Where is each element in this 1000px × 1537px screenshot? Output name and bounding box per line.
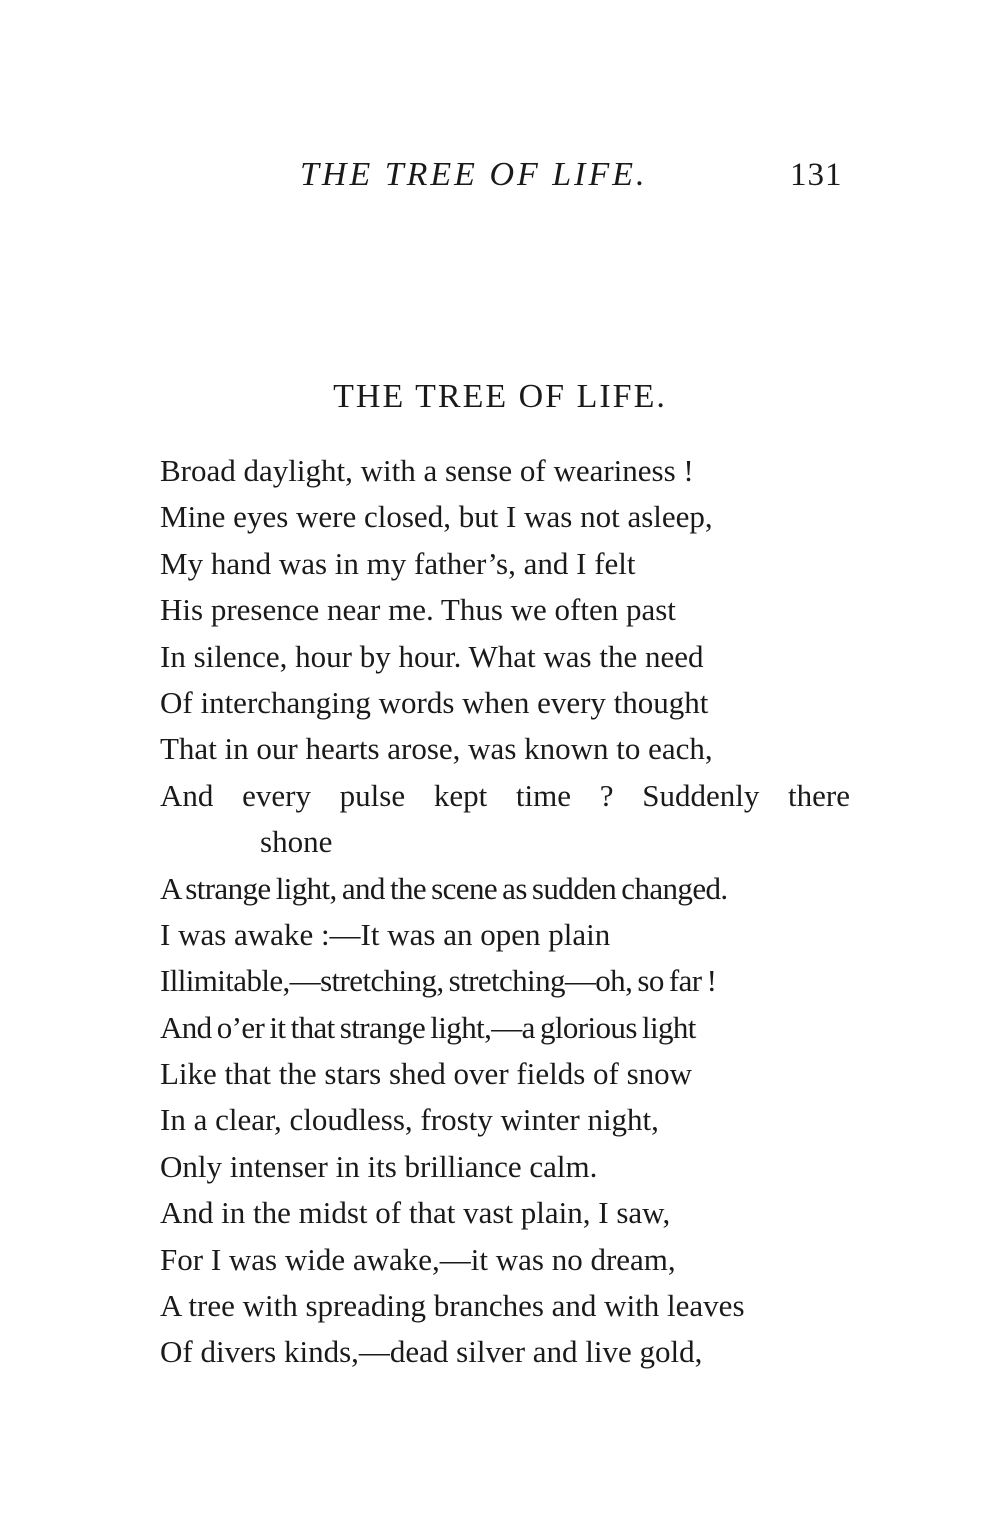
verse-line: In silence, hour by hour. What was the need xyxy=(160,638,704,674)
running-title: THE TREE OF LIFE. xyxy=(300,156,648,193)
verse-line: That in our hearts arose, was known to each, xyxy=(160,731,713,767)
verse-line: And every pulse kept time ? Suddenly there xyxy=(160,777,850,813)
page-number: 131 xyxy=(790,157,843,193)
poem-body xyxy=(160,448,850,1376)
verse-line: Of interchanging words when every thought xyxy=(160,684,709,720)
verse-line: For I was wide awake,—it was no dream, xyxy=(160,1241,676,1277)
verse-line: Of divers kinds,—dead silver and live gold, xyxy=(160,1334,703,1370)
verse-line: Like that the stars shed over fields of snow xyxy=(160,1056,693,1092)
verse-line: In a clear, cloudless, frosty winter night, xyxy=(160,1102,659,1138)
verse-line: My hand was in my father’s, and I felt xyxy=(160,545,636,581)
verse-line: Only intenser in its brilliance calm. xyxy=(160,1148,598,1184)
verse-line: Illimitable,—stretching, stretching—oh, so far ! xyxy=(160,963,717,999)
verse-line: Broad daylight, with a sense of weariness ! xyxy=(160,453,694,488)
verse-line: Mine eyes were closed, but I was not asleep, xyxy=(160,499,713,535)
verse-line: I was awake :—It was an open plain xyxy=(160,916,611,952)
poem-title: THE TREE OF LIFE. xyxy=(333,378,667,415)
running-header xyxy=(0,150,1000,200)
verse-line-turnover: shone xyxy=(260,824,333,860)
verse-line: A tree with spreading branches and with leaves xyxy=(160,1288,745,1324)
verse-line: A strange light, and the scene as sudden changed. xyxy=(160,870,728,906)
verse-line: His presence near me. Thus we often past xyxy=(160,592,676,628)
verse-line: And in the midst of that vast plain, I saw, xyxy=(160,1195,671,1231)
verse-line: And o’er it that strange light,—a glorious light xyxy=(160,1009,696,1045)
